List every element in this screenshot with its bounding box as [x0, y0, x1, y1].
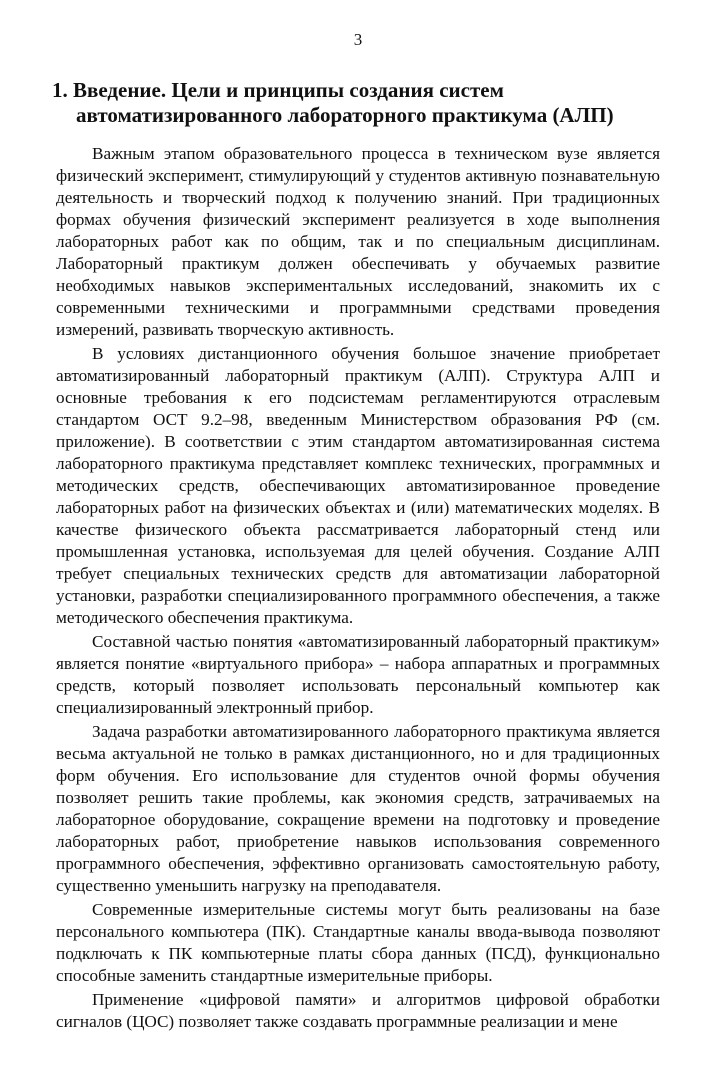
paragraph: Составной частью понятия «автоматизированный лабораторный практикум» является понятие «виртуального прибора» – набора аппаратных и программных средств, который позволяет использовать персональный компьютер как специализированный электронный прибор.	[56, 632, 660, 717]
paragraph: Современные измерительные системы могут быть реализованы на базе персонального компьютера (ПК). Стандартные каналы ввода-вывода позволяют подключать к ПК компьютерные платы сбора данных (ПСД), функционально способные заменить стандартные измерительные приборы.	[56, 900, 660, 985]
section-heading-line-2: автоматизированного лабораторного практикума (АЛП)	[76, 103, 614, 127]
paragraph: Применение «цифровой памяти» и алгоритмов цифровой обработки сигналов (ЦОС) позволяет также создавать программные реализации и мене	[56, 990, 660, 1031]
body-text	[56, 143, 660, 1033]
section-heading	[52, 78, 682, 128]
paragraph: Задача разработки автоматизированного лабораторного практикума является весьма актуальной не только в рамках дистанционного, но и для традиционных форм обучения. Его использование для студентов очной формы обучения позволяет решить такие проблемы, как экономия средств, затрачиваемых на лабораторное оборудование, сокращение времени на подготовку и проведение лабораторных работ, приобретение навыков использования современного программного обеспечения, эффективно организовать самостоятельную работу, существенно уменьшить нагрузку на преподавателя.	[56, 722, 660, 895]
paragraph: В условиях дистанционного обучения большое значение приобретает автоматизированный лабораторный практикум (АЛП). Структура АЛП и основные требования к его подсистемам регламентируются отраслевым стандартом ОСТ 9.2–98, введенным Министерством образования РФ (см. приложение). В соответствии с этим стандартом автоматизированная система лабораторного практикума представляет комплекс технических, программных и методических средств, обеспечивающих автоматизированное проведение лабораторных работ на физических объектах и (или) математических моделях. В качестве физического объекта рассматривается лабораторный стенд или промышленная установка, используемая для целей обучения. Создание АЛП требует специальных технических средств для автоматизации лабораторной установки, разработки специализированного программного обеспечения, а также методического обеспечения практикума.	[56, 344, 660, 627]
page-number: 3	[353, 30, 363, 49]
paragraph: Важным этапом образовательного процесса в техническом вузе является физический эксперимент, стимулирующий у студентов активную познавательную деятельность и творческий подход к получению знаний. При традиционных формах обучения физический эксперимент реализуется в ходе выполнения лабораторных работ как по общим, так и по специальным дисциплинам. Лабораторный практикум должен обеспечивать у обучаемых развитие необходимых навыков экспериментальных исследований, знакомить их с современными техническими и программными средствами проведения измерений, развивать творческую активность.	[56, 144, 660, 339]
section-heading-line-1: 1. Введение. Цели и принципы создания систем	[52, 78, 504, 102]
